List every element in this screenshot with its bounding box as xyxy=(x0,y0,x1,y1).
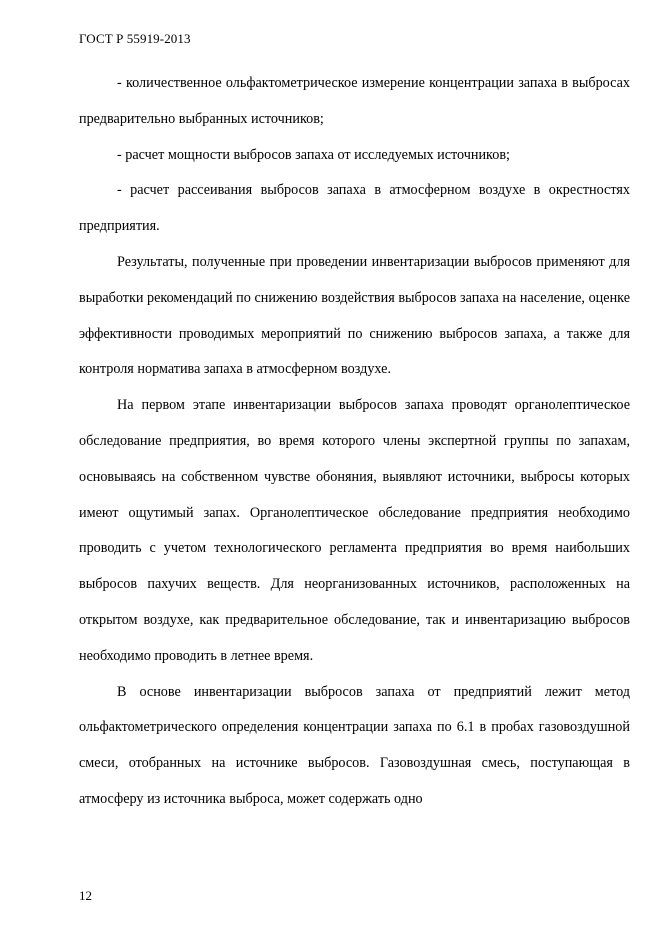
page-number: 12 xyxy=(79,888,92,903)
standard-header: ГОСТ Р 55919-2013 xyxy=(79,31,191,46)
list-item-dispersion: - расчет рассеивания выбросов запаха в атмосферном воздухе в окрестностях предприятия. xyxy=(79,182,630,235)
body-text xyxy=(79,66,630,818)
paragraph-first-stage: На первом этапе инвентаризации выбросов запаха проводят органолептическое обследование предприятия, во время которого члены экспертной группы по запахам, основываясь на собственном чувстве обоняния, выявляют источники, выбросы которых имеют ощутимый запах. Органолептическое обследование предприятия необходимо проводить с учетом технологического регламента предприятия во время наибольших выбросов пахучих веществ. Для неорганизованных источников, расположенных на открытом воздухе, как предварительное обследование, так и инвентаризацию выбросов необходимо проводить в летнее время. xyxy=(79,397,630,664)
list-item-measurement: - количественное ольфактометрическое измерение концентрации запаха в выбросах предварительно выбранных источников; xyxy=(79,75,630,127)
paragraph-results: Результаты, полученные при проведении инвентаризации выбросов применяют для выработки рекомендаций по снижению воздействия выбросов запаха на население, оценке эффективности проводимых мероприятий по снижению выбросов запаха, а также для контроля норматива запаха в атмосферном воздухе. xyxy=(79,253,630,378)
list-item-emission-power: - расчет мощности выбросов запаха от исследуемых источников; xyxy=(117,146,510,163)
paragraph-method: В основе инвентаризации выбросов запаха от предприятий лежит метод ольфактометрического определения концентрации запаха по 6.1 в пробах газовоздушной смеси, отобранных на источнике выбросов. Газовоздушная смесь, поступающая в атмосферу из источника выброса, может содержать одно xyxy=(79,683,630,807)
